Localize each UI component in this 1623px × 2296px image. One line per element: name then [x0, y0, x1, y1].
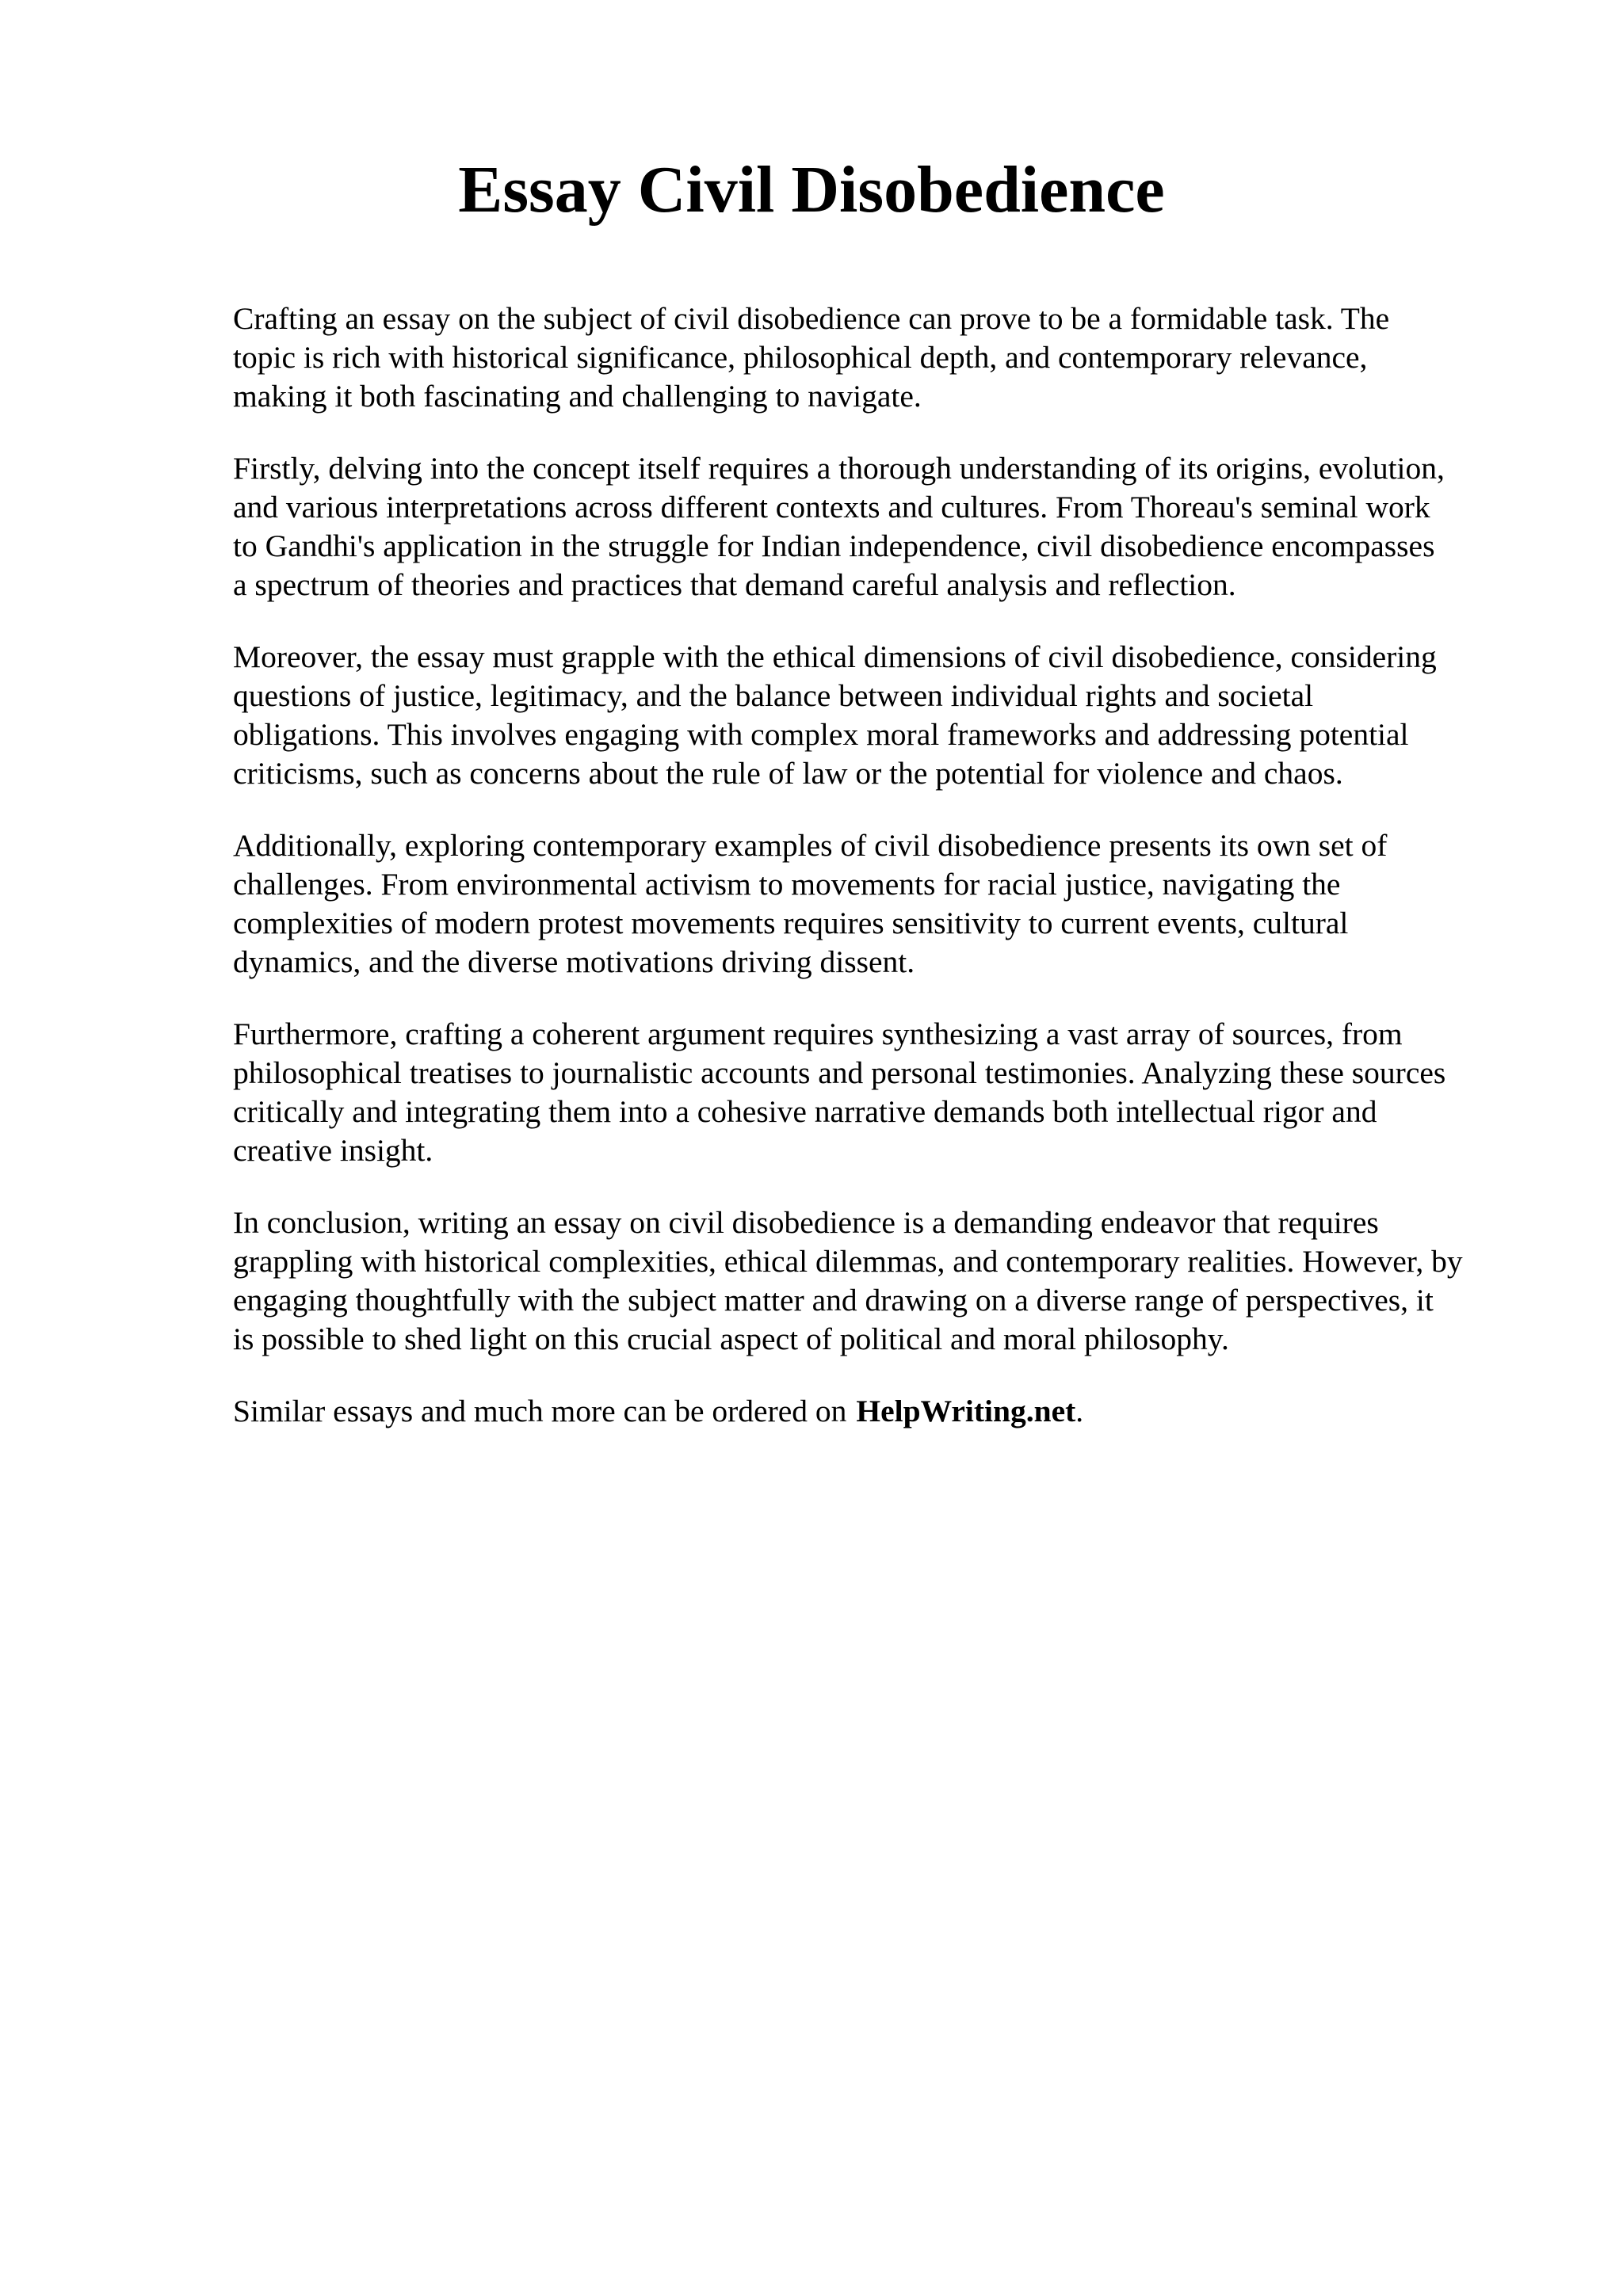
text-line: creative insight. — [233, 1133, 433, 1168]
footer-period: . — [1075, 1394, 1084, 1428]
text-line: Firstly, delving into the concept itself requires a thorough understanding of its origins, evolution, — [233, 451, 1445, 486]
footer-note — [233, 1392, 1533, 1431]
text-line: In conclusion, writing an essay on civil disobedience is a demanding endeavor that requires — [233, 1205, 1379, 1240]
paragraph — [233, 449, 1533, 605]
text-line: Furthermore, crafting a coherent argument requires synthesizing a vast array of sources, from — [233, 1016, 1403, 1051]
text-line: philosophical treatises to journalistic accounts and personal testimonies. Analyzing these sources — [233, 1055, 1446, 1090]
paragraph — [233, 1203, 1533, 1359]
essay-body — [233, 299, 1533, 1464]
page-title: Essay Civil Disobedience — [458, 153, 1165, 227]
text-line: critically and integrating them into a cohesive narrative demands both intellectual rigor and — [233, 1094, 1377, 1129]
text-line: criticisms, such as concerns about the rule of law or the potential for violence and chaos. — [233, 756, 1343, 791]
text-line: questions of justice, legitimacy, and the balance between individual rights and societal — [233, 678, 1314, 713]
footer-text: Similar essays and much more can be ordered on — [233, 1394, 847, 1428]
text-line: Additionally, exploring contemporary examples of civil disobedience presents its own set of — [233, 828, 1388, 863]
text-line: making it both fascinating and challenging to navigate. — [233, 379, 922, 414]
text-line: grappling with historical complexities, ethical dilemmas, and contemporary realities. However, by — [233, 1244, 1463, 1279]
text-line: topic is rich with historical significance, philosophical depth, and contemporary relevance, — [233, 340, 1368, 375]
paragraph — [233, 638, 1533, 793]
paragraph — [233, 826, 1533, 982]
text-line: dynamics, and the diverse motivations driving dissent. — [233, 944, 915, 979]
text-line: Crafting an essay on the subject of civil disobedience can prove to be a formidable task. The — [233, 301, 1390, 336]
text-line: Moreover, the essay must grapple with the ethical dimensions of civil disobedience, considering — [233, 639, 1437, 674]
text-line: complexities of modern protest movements requires sensitivity to current events, cultural — [233, 906, 1349, 940]
text-line: and various interpretations across different contexts and cultures. From Thoreau's seminal work — [233, 490, 1430, 524]
text-line: is possible to shed light on this crucial aspect of political and moral philosophy. — [233, 1322, 1229, 1356]
text-line: to Gandhi's application in the struggle for Indian independence, civil disobedience encompasses — [233, 528, 1435, 563]
text-line: a spectrum of theories and practices that demand careful analysis and reflection. — [233, 567, 1236, 602]
text-line: challenges. From environmental activism to movements for racial justice, navigating the — [233, 867, 1341, 902]
text-line: obligations. This involves engaging with complex moral frameworks and addressing potential — [233, 717, 1409, 752]
paragraph — [233, 299, 1533, 416]
brand-link[interactable]: HelpWriting.net — [856, 1394, 1076, 1428]
paragraph — [233, 1015, 1533, 1170]
text-line: engaging thoughtfully with the subject matter and drawing on a diverse range of perspectives, it — [233, 1283, 1434, 1318]
